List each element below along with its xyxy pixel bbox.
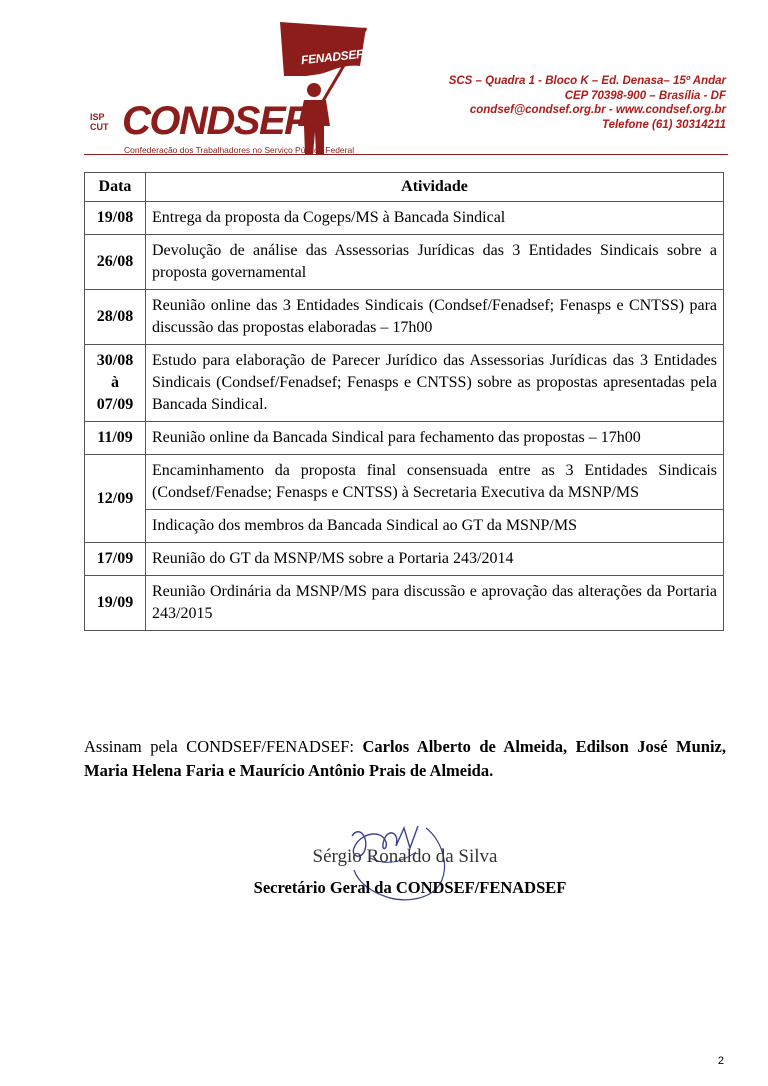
row-activity: Estudo para elaboração de Parecer Jurídico das Assessorias Jurídicas das 3 Entidades Sindicais (Condsef/Fenadsef; Fenasps e CNTSS) sobre as propostas apresentadas pela Bancada Sindical.	[146, 345, 724, 422]
cut-mark: ISP CUT	[90, 112, 109, 132]
row-date: 19/09	[85, 576, 146, 631]
row-activity: Reunião online das 3 Entidades Sindicais (Condsef/Fenadsef; Fenasps e CNTSS) para discussão das propostas elaboradas – 17h00	[146, 290, 724, 345]
cep-line: CEP 70398-900 – Brasília - DF	[564, 89, 726, 102]
table-row	[85, 422, 724, 455]
row-activity: Encaminhamento da proposta final consensuada entre as 3 Entidades Sindicais (Condsef/Fenadse; Fenasps e CNTSS) à Secretaria Executiva da MSNP/MS	[146, 455, 724, 510]
row-date: 11/09	[85, 422, 146, 455]
signatories-names: Carlos Alberto de Almeida, Edilson José Muniz, Maria Helena Faria e Maurício Antônio Prais de Almeida.	[84, 736, 726, 780]
schedule-table	[84, 172, 724, 631]
row-date: 28/08	[85, 290, 146, 345]
table-row	[85, 543, 724, 576]
row-date: 19/08	[85, 202, 146, 235]
page-number: 2	[717, 1055, 724, 1067]
column-header-activity: Atividade	[146, 173, 724, 202]
row-activity: Indicação dos membros da Bancada Sindical ao GT da MSNP/MS	[146, 510, 724, 543]
signer-role: Secretário Geral da CONDSEF/FENADSEF	[253, 878, 567, 897]
condsef-logo	[84, 14, 374, 156]
row-activity: Entrega da proposta da Cogeps/MS à Bancada Sindical	[146, 202, 724, 235]
column-header-date: Data	[85, 173, 146, 202]
table-row	[85, 235, 724, 290]
table-row	[85, 510, 724, 543]
brand-name: CONDSEF	[122, 99, 308, 143]
web-line: condsef@condsef.org.br - www.condsef.org.br	[469, 104, 726, 116]
flag-label: FENADSEF	[300, 46, 364, 68]
row-activity: Reunião online da Bancada Sindical para fechamento das propostas – 17h00	[146, 422, 724, 455]
signer-name: Sérgio Ronaldo da Silva	[312, 846, 498, 867]
table-row	[85, 455, 724, 510]
date-from: 30/08	[96, 352, 134, 369]
row-date: 12/09	[85, 455, 146, 543]
table-row	[85, 290, 724, 345]
row-date-range	[85, 345, 146, 422]
table-row	[85, 202, 724, 235]
row-date: 17/09	[85, 543, 146, 576]
phone-line: Telefone (61) 30314211	[601, 118, 726, 131]
table-row	[85, 576, 724, 631]
row-activity: Devolução de análise das Assessorias Jurídicas das 3 Entidades Sindicais sobre a proposta governamental	[146, 235, 724, 290]
date-to: 07/09	[96, 396, 134, 413]
address-line: SCS – Quadra 1 - Bloco K – Ed. Denasa– 15º Andar	[448, 75, 726, 87]
header-divider	[84, 154, 728, 155]
table-row	[85, 345, 724, 422]
row-activity: Reunião do GT da MSNP/MS sobre a Portaria 243/2014	[146, 543, 724, 576]
brand-subtitle: Confederação dos Trabalhadores no Serviço Público Federal	[124, 145, 355, 155]
row-date: 26/08	[85, 235, 146, 290]
table-header-row	[85, 173, 724, 202]
row-activity: Reunião Ordinária da MSNP/MS para discussão e aprovação das alterações da Portaria 243/2015	[146, 576, 724, 631]
signatories-intro: Assinam pela CONDSEF/FENADSEF:	[84, 736, 363, 756]
signatories-paragraph	[84, 735, 726, 783]
contact-block	[449, 74, 726, 132]
date-separator: à	[111, 374, 119, 391]
